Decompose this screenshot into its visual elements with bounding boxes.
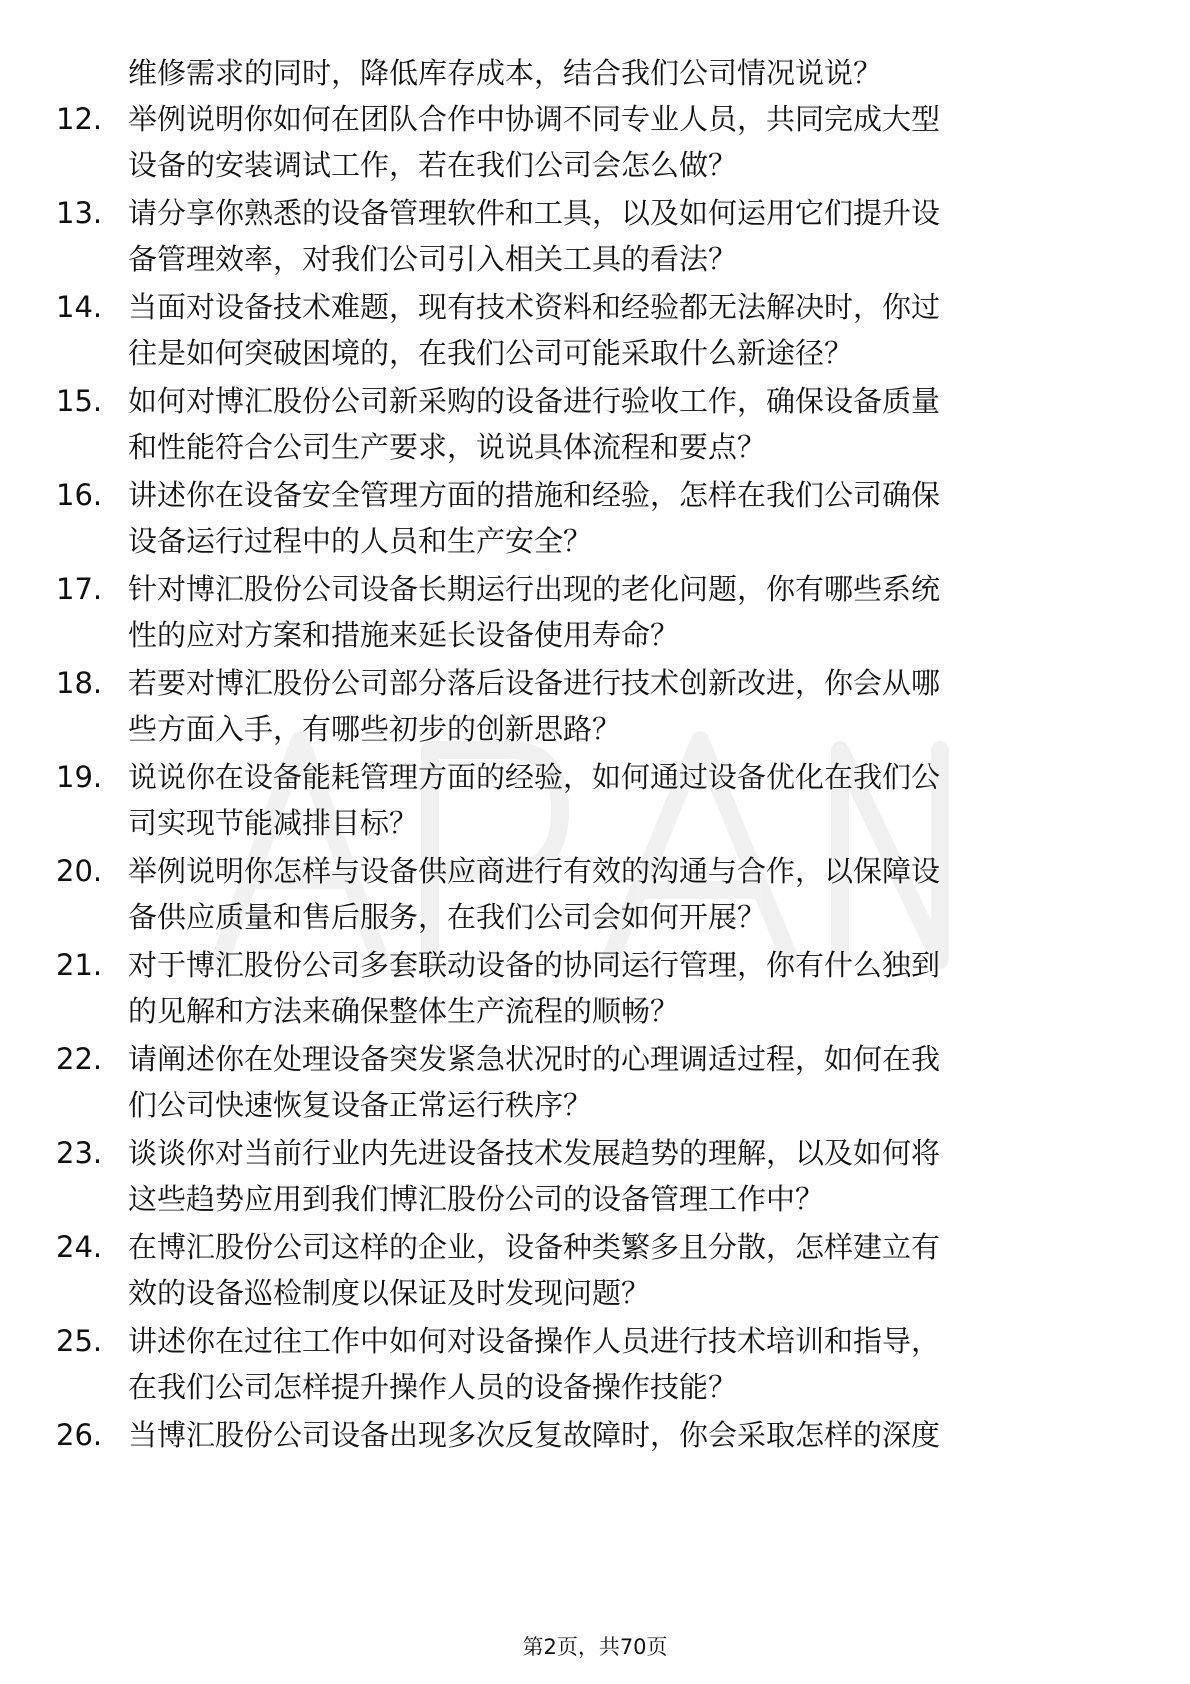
question-number: 21.: [56, 948, 103, 982]
page-footer: 第2页，共70页: [522, 1635, 668, 1659]
question-text-line: 备管理效率，对我们公司引入相关工具的看法？: [128, 242, 738, 276]
question-text-line: 如何对博汇股份公司新采购的设备进行验收工作，确保设备质量: [128, 384, 941, 418]
question-text-line: 司实现节能减排目标？: [128, 806, 419, 840]
question-number: 22.: [56, 1042, 103, 1076]
question-number: 26.: [56, 1418, 103, 1452]
question-text-line: 们公司快速恢复设备正常运行秩序？: [128, 1088, 593, 1122]
question-text-line: 讲述你在设备安全管理方面的措施和经验，怎样在我们公司确保: [128, 478, 941, 512]
question-text-line: 请分享你熟悉的设备管理软件和工具，以及如何运用它们提升设: [128, 196, 941, 230]
question-text-line: 往是如何突破困境的，在我们公司可能采取什么新途径？: [128, 336, 854, 370]
question-text-line: 备供应质量和售后服务，在我们公司会如何开展？: [128, 900, 767, 934]
question-text-line: 对于博汇股份公司多套联动设备的协同运行管理，你有什么独到: [128, 948, 941, 982]
question-text-line: 的见解和方法来确保整体生产流程的顺畅？: [128, 994, 680, 1028]
question-text-line: 在博汇股份公司这样的企业，设备种类繁多且分散，怎样建立有: [128, 1230, 941, 1264]
question-text-line: 性的应对方案和措施来延长设备使用寿命？: [128, 618, 680, 652]
question-number: 16.: [56, 478, 103, 512]
question-number: 20.: [56, 854, 103, 888]
question-text-line: 若要对博汇股份公司部分落后设备进行技术创新改进，你会从哪: [128, 666, 941, 700]
question-text-line: 谈谈你对当前行业内先进设备技术发展趋势的理解，以及如何将: [128, 1136, 941, 1170]
question-number: 17.: [56, 572, 103, 606]
question-number: 12.: [56, 102, 103, 136]
question-number: 19.: [56, 760, 103, 794]
question-text-line: 这些趋势应用到我们博汇股份公司的设备管理工作中？: [128, 1182, 825, 1216]
question-number: 15.: [56, 384, 103, 418]
question-text-line: 设备的安装调试工作，若在我们公司会怎么做？: [128, 148, 738, 182]
continuation-text: 维修需求的同时，降低库存成本，结合我们公司情况说说？: [128, 56, 883, 90]
question-text-line: 效的设备巡检制度以保证及时发现问题？: [128, 1276, 651, 1310]
question-text-line: 当博汇股份公司设备出现多次反复故障时，你会采取怎样的深度: [128, 1418, 941, 1452]
question-text-line: 设备运行过程中的人员和生产安全？: [128, 524, 593, 558]
question-number: 25.: [56, 1324, 103, 1358]
question-text-line: 说说你在设备能耗管理方面的经验，如何通过设备优化在我们公: [128, 760, 941, 794]
question-text-line: 在我们公司怎样提升操作人员的设备操作技能？: [128, 1370, 738, 1404]
question-text-line: 和性能符合公司生产要求，说说具体流程和要点？: [128, 430, 767, 464]
question-text-line: 讲述你在过往工作中如何对设备操作人员进行技术培训和指导，: [128, 1324, 941, 1358]
question-text-line: 举例说明你怎样与设备供应商进行有效的沟通与合作，以保障设: [128, 854, 941, 888]
question-number: 14.: [56, 290, 103, 324]
question-text-line: 些方面入手，有哪些初步的创新思路？: [128, 712, 622, 746]
question-number: 24.: [56, 1230, 103, 1264]
question-text-line: 举例说明你如何在团队合作中协调不同专业人员，共同完成大型: [128, 102, 941, 136]
question-text-line: 请阐述你在处理设备突发紧急状况时的心理调适过程，如何在我: [128, 1042, 941, 1076]
question-number: 18.: [56, 666, 103, 700]
question-number: 23.: [56, 1136, 103, 1170]
question-text-line: 针对博汇股份公司设备长期运行出现的老化问题，你有哪些系统: [128, 572, 941, 606]
question-number: 13.: [56, 196, 103, 230]
question-text-line: 当面对设备技术难题，现有技术资料和经验都无法解决时，你过: [128, 290, 941, 324]
